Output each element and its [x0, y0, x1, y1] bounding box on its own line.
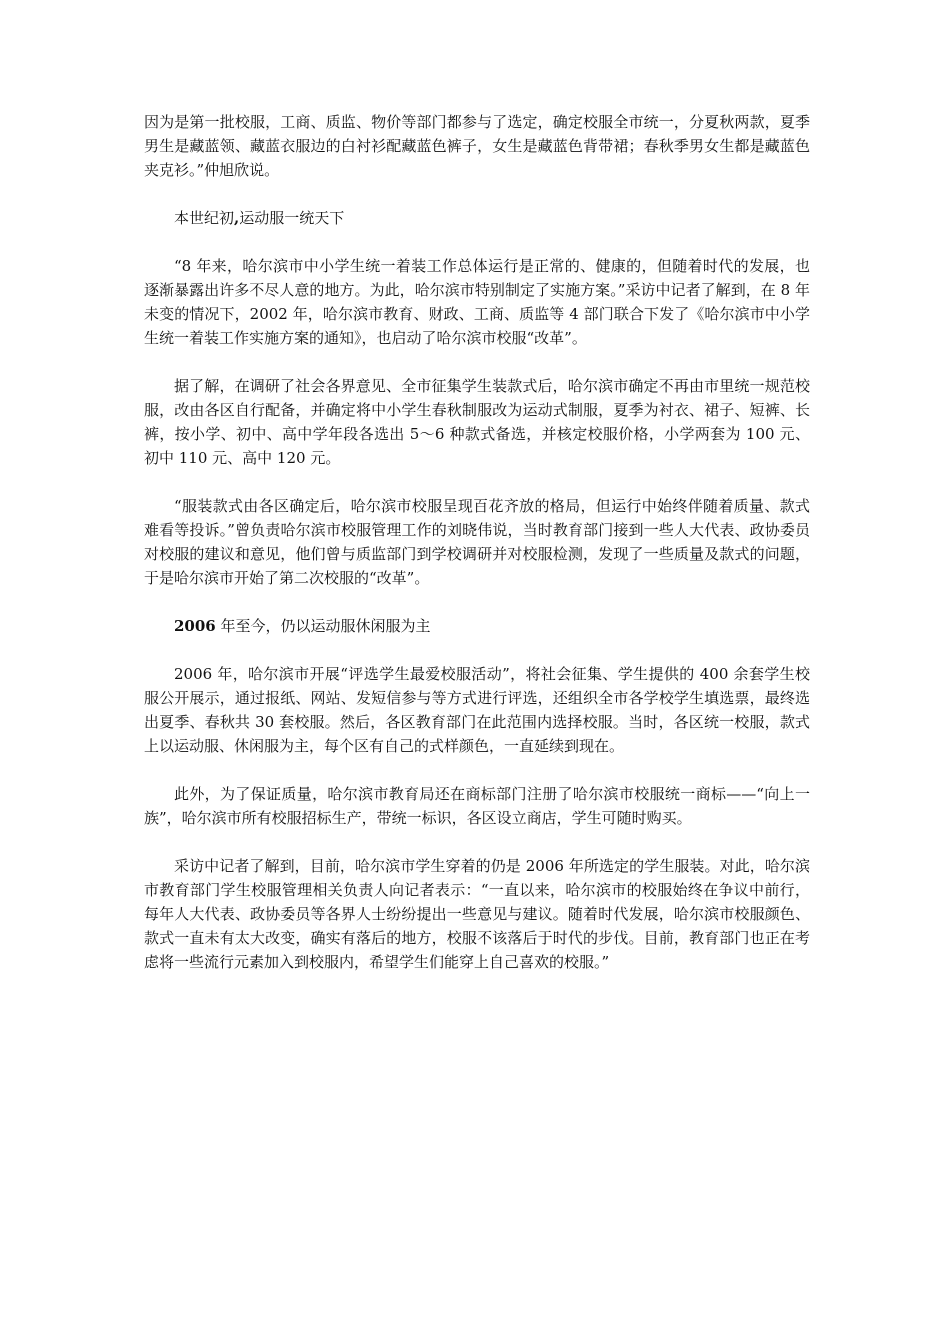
section-heading-2-bold: 2006: [174, 617, 216, 635]
paragraph-7: 采访中记者了解到，目前，哈尔滨市学生穿着的仍是 2006 年所选定的学生服装。对此，哈尔滨市教育部门学生校服管理相关负责人向记者表示：“一直以来，哈尔滨市的校服始终在争议中前行，每年人大代表、政协委员等各界人士纷纷提出一些意见与建议。随着时代发展，哈尔滨市校服颜色、款式一直未有太大改变，确实有落后的地方，校服不该落后于时代的步伐。目前，教育部门也正在考虑将一些流行元素加入到校服内，希望学生们能穿上自己喜欢的校服。”: [144, 857, 810, 971]
section-heading-2-post: 年至今，仍以运动服休闲服为主: [215, 617, 431, 635]
section-heading-1-pre: 本世纪初: [174, 209, 235, 227]
section-heading-1-post: 运动服一统天下: [239, 209, 345, 227]
paragraph-6: 此外，为了保证质量，哈尔滨市教育局还在商标部门注册了哈尔滨市校服统一商标——“向上一族”，哈尔滨市所有校服招标生产，带统一标识，各区设立商店，学生可随时购买。: [144, 785, 810, 827]
section-heading-2: [144, 614, 810, 638]
paragraph-4: “服装款式由各区确定后，哈尔滨市校服呈现百花齐放的格局，但运行中始终伴随着质量、款式难看等投诉。”曾负责哈尔滨市校服管理工作的刘晓伟说，当时教育部门接到一些人大代表、政协委员对校服的建议和意见，他们曾与质监部门到学校调研并对校服检测，发现了一些质量及款式的问题，于是哈尔滨市开始了第二次校服的“改革”。: [144, 497, 810, 587]
section-heading-1-bold: ,: [234, 209, 240, 227]
paragraph-2: “8 年来，哈尔滨市中小学生统一着装工作总体运行是正常的、健康的，但随着时代的发展，也逐渐暴露出许多不尽人意的地方。为此，哈尔滨市特别制定了实施方案。”采访中记者了解到，在 8 年未变的情况下，2002 年，哈尔滨市教育、财政、工商、质监等 4 部门联合下发了《哈尔滨市中小学生统一着装工作实施方案的通知》，也启动了哈尔滨市校服“改革”。: [144, 257, 810, 347]
paragraph-5: 2006 年，哈尔滨市开展“评选学生最爱校服活动”，将社会征集、学生提供的 400 余套学生校服公开展示，通过报纸、网站、发短信参与等方式进行评选，还组织全市各学校学生填选票，最终选出夏季、春秋共 30 套校服。然后，各区教育部门在此范围内选择校服。当时，各区统一校服，款式上以运动服、休闲服为主，每个区有自己的式样颜色，一直延续到现在。: [144, 665, 810, 755]
document-page: [144, 110, 810, 998]
section-heading-1: [144, 206, 810, 230]
paragraph-1: 因为是第一批校服，工商、质监、物价等部门都参与了选定，确定校服全市统一，分夏秋两款，夏季男生是藏蓝领、藏蓝衣服边的白衬衫配藏蓝色裤子，女生是藏蓝色背带裙；春秋季男女生都是藏蓝色夹克衫。”仲旭欣说。: [144, 113, 810, 179]
paragraph-3: 据了解，在调研了社会各界意见、全市征集学生装款式后，哈尔滨市确定不再由市里统一规范校服，改由各区自行配备，并确定将中小学生春秋制服改为运动式制服，夏季为衬衣、裙子、短裤、长裤，按小学、初中、高中学年段各选出 5～6 种款式备选，并核定校服价格，小学两套为 100 元、初中 110 元、高中 120 元。: [144, 377, 810, 467]
